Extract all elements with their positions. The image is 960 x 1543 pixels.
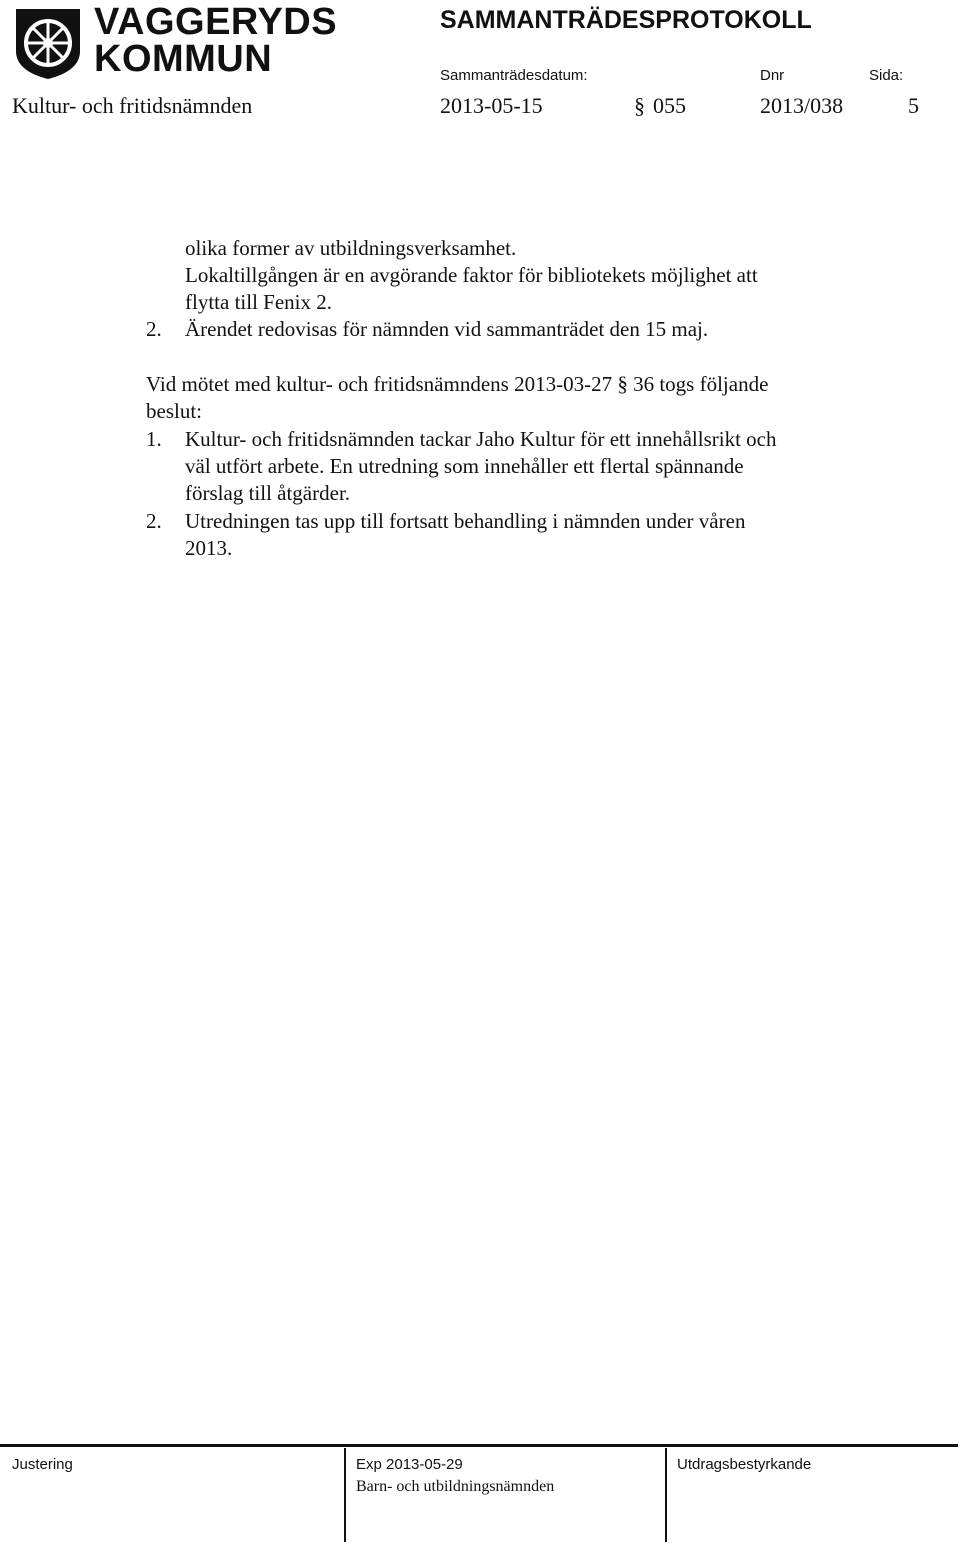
footer-rule <box>0 1444 958 1447</box>
decision-line: Utredningen tas upp till fortsatt behandling i nämnden under våren <box>185 509 746 533</box>
body-line: olika former av utbildningsverksamhet. <box>185 236 517 260</box>
dnr-label: Dnr <box>760 67 785 84</box>
footer-divider <box>665 1448 667 1542</box>
decision-intro-end: beslut: <box>146 399 202 423</box>
committee-name: Kultur- och fritidsnämnden <box>12 93 253 118</box>
list-number: 1. <box>146 427 162 451</box>
document-title: SAMMANTRÄDESPROTOKOLL <box>440 6 812 34</box>
wheel-emblem-icon <box>12 5 84 81</box>
decision-line: förslag till åtgärder. <box>185 481 351 505</box>
decision-line: 2013. <box>185 536 233 560</box>
body-line: Lokaltillgången är en avgörande faktor för bibliotekets möjlighet att <box>185 263 758 287</box>
decision-intro-text: 36 togs följande <box>633 372 769 396</box>
expedition-date: Exp 2013-05-29 <box>356 1456 463 1473</box>
body-line: flytta till Fenix 2. <box>185 290 332 314</box>
meeting-date-label: Sammanträdesdatum: <box>440 67 588 84</box>
dnr-value: 2013/038 <box>760 93 844 118</box>
extract-certification-label: Utdragsbestyrkande <box>677 1456 812 1473</box>
page-number: 5 <box>908 93 919 118</box>
meeting-date: 2013-05-15 <box>440 93 543 118</box>
justering-label: Justering <box>12 1456 73 1473</box>
decision-line: Kultur- och fritidsnämnden tackar Jaho Kultur för ett innehållsrikt och <box>185 427 777 451</box>
decision-intro-text: Vid mötet med kultur- och fritidsnämndens 2013-03-27 <box>146 372 613 396</box>
section-number: 055 <box>653 93 686 118</box>
decision-intro <box>146 371 768 398</box>
page-label: Sida: <box>869 67 904 84</box>
body-line: Ärendet redovisas för nämnden vid sammanträdet den 15 maj. <box>185 317 709 341</box>
list-number: 2. <box>146 509 162 533</box>
list-number: 2. <box>146 317 162 341</box>
section-symbol: § <box>617 372 628 396</box>
logo-name-line2: KOMMUN <box>94 38 273 80</box>
decision-line: väl utfört arbete. En utredning som innehåller ett flertal spännande <box>185 454 744 478</box>
logo-name-line1: VAGGERYDS <box>94 1 338 43</box>
section-symbol: § <box>634 93 645 118</box>
expedition-recipient: Barn- och utbildningsnämnden <box>356 1478 555 1495</box>
footer-divider <box>344 1448 346 1542</box>
